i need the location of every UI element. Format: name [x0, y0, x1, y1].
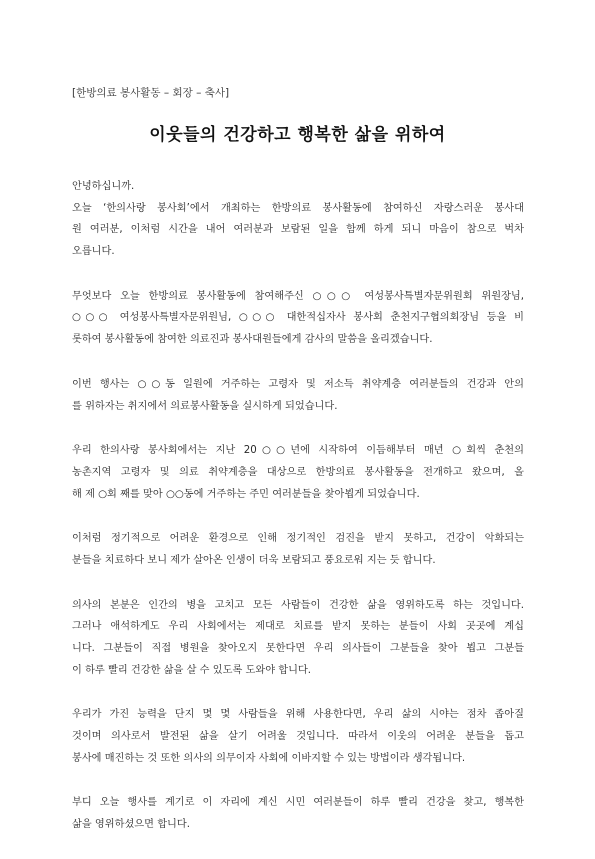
greeting-paragraph: [72, 176, 524, 198]
paragraph-line: ○○○ 여성봉사특별자문위원님, ○○○ 대한적십자사 봉사회 춘천지구협의회장님 등을 비: [72, 312, 524, 324]
document-title: 이웃들의 건강하고 행복한 삶을 위하여: [149, 125, 446, 145]
body-paragraph: [72, 528, 524, 571]
greeting-line: 안녕하십니까.: [72, 181, 135, 192]
body-paragraphs: [72, 198, 524, 836]
paragraph-line: 의사의 본분은 인간의 병을 고치고 모든 사람들이 건강한 삶을 영위하도록 하는 것입니다.: [72, 599, 524, 611]
paragraph-line: 해 제 ○회 째를 맞아 ○○동에 거주하는 주민 여러분들을 찾아뵙게 되었습니다.: [72, 488, 420, 500]
body-paragraph: [72, 286, 524, 351]
paragraph-line: 농촌지역 고령자 및 의료 취약계층을 대상으로 한방의료 봉사활동을 전개하고 왔으며, 올: [72, 466, 524, 478]
paragraph-line: 무엇보다 오늘 한방의료 봉사활동에 참여해주신 ○○○ 여성봉사특별자문위원회 위원장님,: [72, 290, 524, 302]
paragraph-line: 우리 한의사랑 봉사회에서는 지난 20○○년에 시작하여 이듬해부터 매년 ○회씩 춘천의: [72, 445, 524, 457]
category-label: [한방의료 봉사활동 – 회장 – 축사]: [72, 87, 230, 99]
paragraph-line: 것이며 의사로서 발전된 삶을 살기 어려울 것입니다. 따라서 이웃의 어려운 분들을 돕고: [72, 731, 524, 743]
paragraph-line: 부디 오늘 행사를 계기로 이 자리에 계신 시민 여러분들이 하루 빨리 건강을 찾고, 행복한: [72, 797, 524, 809]
paragraph-line: 원 여러분, 이처럼 시간을 내어 여러분과 보람된 일을 함께 하게 되니 마음이 참으로 벅차: [72, 224, 524, 236]
body-paragraph: [72, 374, 524, 417]
paragraph-line: 롯하여 봉사활동에 참여한 의료진과 봉사대원들에게 감사의 말씀을 올리겠습니다.: [72, 334, 433, 346]
paragraph-line: 삶을 영위하셨으면 합니다.: [72, 819, 190, 831]
paragraph-line: 우리가 가진 능력을 단지 몇 몇 사람들을 위해 사용한다면, 우리 삶의 시야는 점차 좁아질: [72, 709, 524, 721]
paragraph-line: 봉사에 매진하는 것 또한 의사의 의무이자 사회에 이바지할 수 있는 방법이라 생각됩니다.: [72, 752, 466, 764]
paragraph-line: 를 위하자는 취지에서 의료봉사활동을 실시하게 되었습니다.: [72, 400, 338, 412]
body-paragraph: [72, 792, 524, 835]
paragraph-line: 오릅니다.: [72, 246, 115, 258]
paragraph-line: 오늘 ‘한의사랑 봉사회’에서 개최하는 한방의료 봉사활동에 참여하신 자랑스러운 봉사대: [72, 202, 524, 214]
body-paragraph: [72, 704, 524, 769]
document-body: [72, 176, 524, 859]
paragraph-line: 분들을 치료하다 보니 제가 살아온 인생이 더욱 보람되고 풍요로워 지는 듯 합니다.: [72, 554, 436, 566]
paragraph-line: 이번 행사는 ○○동 일원에 거주하는 고령자 및 저소득 취약계층 여러분들의 건강과 안의: [72, 378, 524, 390]
body-paragraph: [72, 595, 524, 682]
body-paragraph: [72, 440, 524, 505]
body-paragraph: [72, 198, 524, 263]
paragraph-line: 이 하루 빨리 건강한 삶을 살 수 있도록 도와야 합니다.: [72, 664, 312, 676]
paragraph-line: 그러나 애석하게도 우리 사회에서는 제대로 치료를 받지 못하는 분들이 사회 곳곳에 계십: [72, 621, 524, 633]
paragraph-line: 니다. 그분들이 직접 병원을 찾아오지 못한다면 우리 의사들이 그분들을 찾아 뵙고 그분들: [72, 643, 524, 654]
paragraph-line: 이처럼 정기적으로 어려운 환경으로 인해 정기적인 검진을 받지 못하고, 건강이 악화되는: [72, 533, 524, 545]
